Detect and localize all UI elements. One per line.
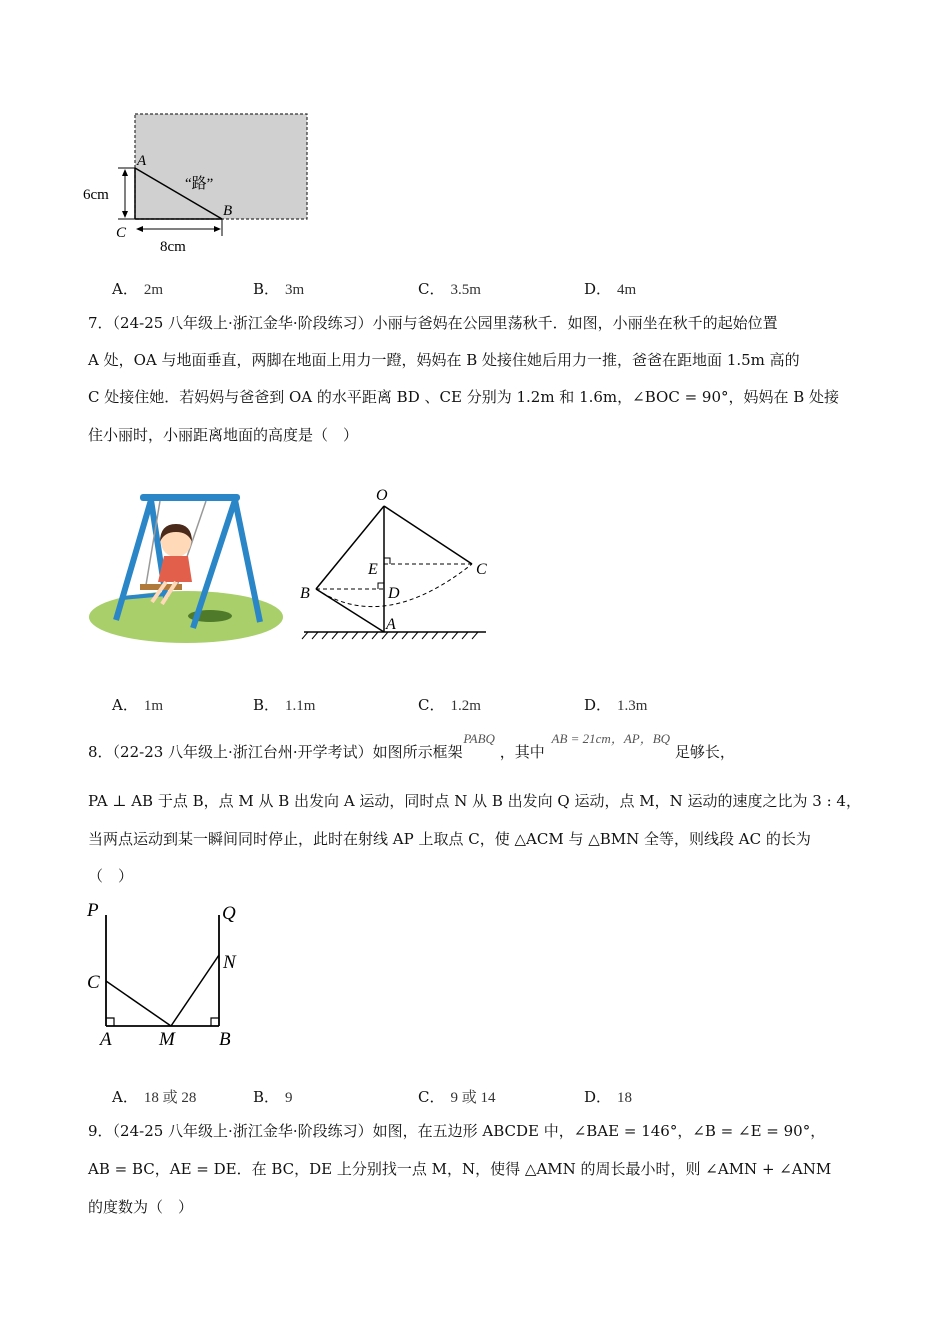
segment-mn [171,955,219,1026]
arrowhead-left [136,226,143,232]
q6-option-b[interactable]: B． 3m [253,280,305,298]
figure-road-diagram [80,105,320,260]
q7-option-d[interactable]: D． 1.3m [584,696,648,714]
q8-option-d[interactable]: D． 18 [584,1088,633,1106]
arrowhead-up [122,169,128,176]
label-q: Q [222,903,236,924]
q6-option-d[interactable]: D． 4m [584,280,637,298]
label-p: P [87,900,99,921]
q7-line-3: C 处接住她．若妈妈与爸爸到 OA 的水平距离 BD 、CE 分别为 1.2m 和 1.6m，∠BOC = 90°，妈妈在 B 处接 [88,388,840,406]
lawn-rectangle [135,114,307,219]
label-n: N [223,952,236,973]
label-a: A [100,1029,112,1050]
q8-line-4: （ ） [88,867,134,885]
label-b: B [223,203,233,219]
label-6cm: 6cm [83,187,109,203]
label-m: M [159,1029,175,1050]
label-road: “路” [185,176,214,192]
label-o: O [376,487,388,504]
label-c: C [87,972,100,993]
q8-line-1: 8．（22-23 八年级上·浙江台州·开学考试）如图所示框架 PABQ ，其中 AB = 21cm，AP，BQ 足够长， [88,731,735,761]
label-b: B [300,585,310,602]
girl-dress [158,556,192,582]
q7-option-a[interactable]: A． 1m [112,696,164,714]
figure-frame-pabq [82,895,252,1050]
q7-options [112,694,672,718]
q8-given: AB = 21cm，AP，BQ [551,731,671,746]
figure-swing-geometry [296,484,496,644]
q9-line-1: 9．（24-25 八年级上·浙江金华·阶段练习）如图，在五边形 ABCDE 中，∠BAE = 146°，∠B = ∠E = 90°， [88,1122,826,1140]
q6-options [112,278,672,302]
q8-option-b[interactable]: B． 9 [253,1088,293,1106]
label-a: A [137,153,147,169]
ground-hatching [302,632,478,639]
q9-line-2: AB = BC，AE = DE．在 BC，DE 上分别找一点 M，N，使得 △AMN 的周长最小时，则 ∠AMN + ∠ANM [88,1160,832,1178]
swing-top-bar [140,494,240,501]
q7-option-b[interactable]: B． 1.1m [253,696,316,714]
segment-oc [384,506,472,564]
right-angle-mark-e [384,558,390,564]
arrowhead-right [214,226,221,232]
q7-line-1: 7．（24-25 八年级上·浙江金华·阶段练习）小丽与爸妈在公园里荡秋千．如图，小丽坐在秋千的起始位置 [88,314,778,332]
right-angle-mark-a [106,1018,114,1026]
q8-line-2: PA ⊥ AB 于点 B，点 M 从 B 出发向 A 运动，同时点 N 从 B 出发向 Q 运动，点 M，N 运动的速度之比为 3 : 4， [88,792,861,810]
q6-option-a[interactable]: A． 2m [112,280,164,298]
right-angle-mark-d [378,583,384,589]
label-c: C [116,225,127,241]
label-a: A [386,616,396,633]
right-angle-mark-b [211,1018,219,1026]
segment-ba [316,589,384,632]
swing-illustration [88,490,288,650]
label-c: C [476,561,487,578]
q8-option-a[interactable]: A． 18 或 28 [112,1088,197,1106]
label-b: B [219,1029,231,1050]
arrowhead-down [122,211,128,218]
q8-pabq: PABQ [463,731,495,746]
label-8cm: 8cm [160,239,186,255]
segment-cm [106,981,171,1026]
q7-option-c[interactable]: C． 1.2m [418,696,481,714]
q7-line-2: A 处，OA 与地面垂直，两脚在地面上用力一蹬，妈妈在 B 处接住她后用力一推，爸爸在距地面 1.5m 高的 [88,351,800,369]
label-e: E [368,561,378,578]
q9-line-3: 的度数为（ ） [88,1198,194,1216]
q8-line-3: 当两点运动到某一瞬间同时停止，此时在射线 AP 上取点 C，使 △ACM 与 △BMN 全等，则线段 AC 的长为 [88,830,811,848]
label-d: D [388,585,400,602]
q7-line-4: 住小丽时，小丽距离地面的高度是（ ） [88,426,359,444]
q8-option-c[interactable]: C． 9 或 14 [418,1088,496,1106]
q6-option-c[interactable]: C． 3.5m [418,280,481,298]
q8-options [112,1086,672,1110]
